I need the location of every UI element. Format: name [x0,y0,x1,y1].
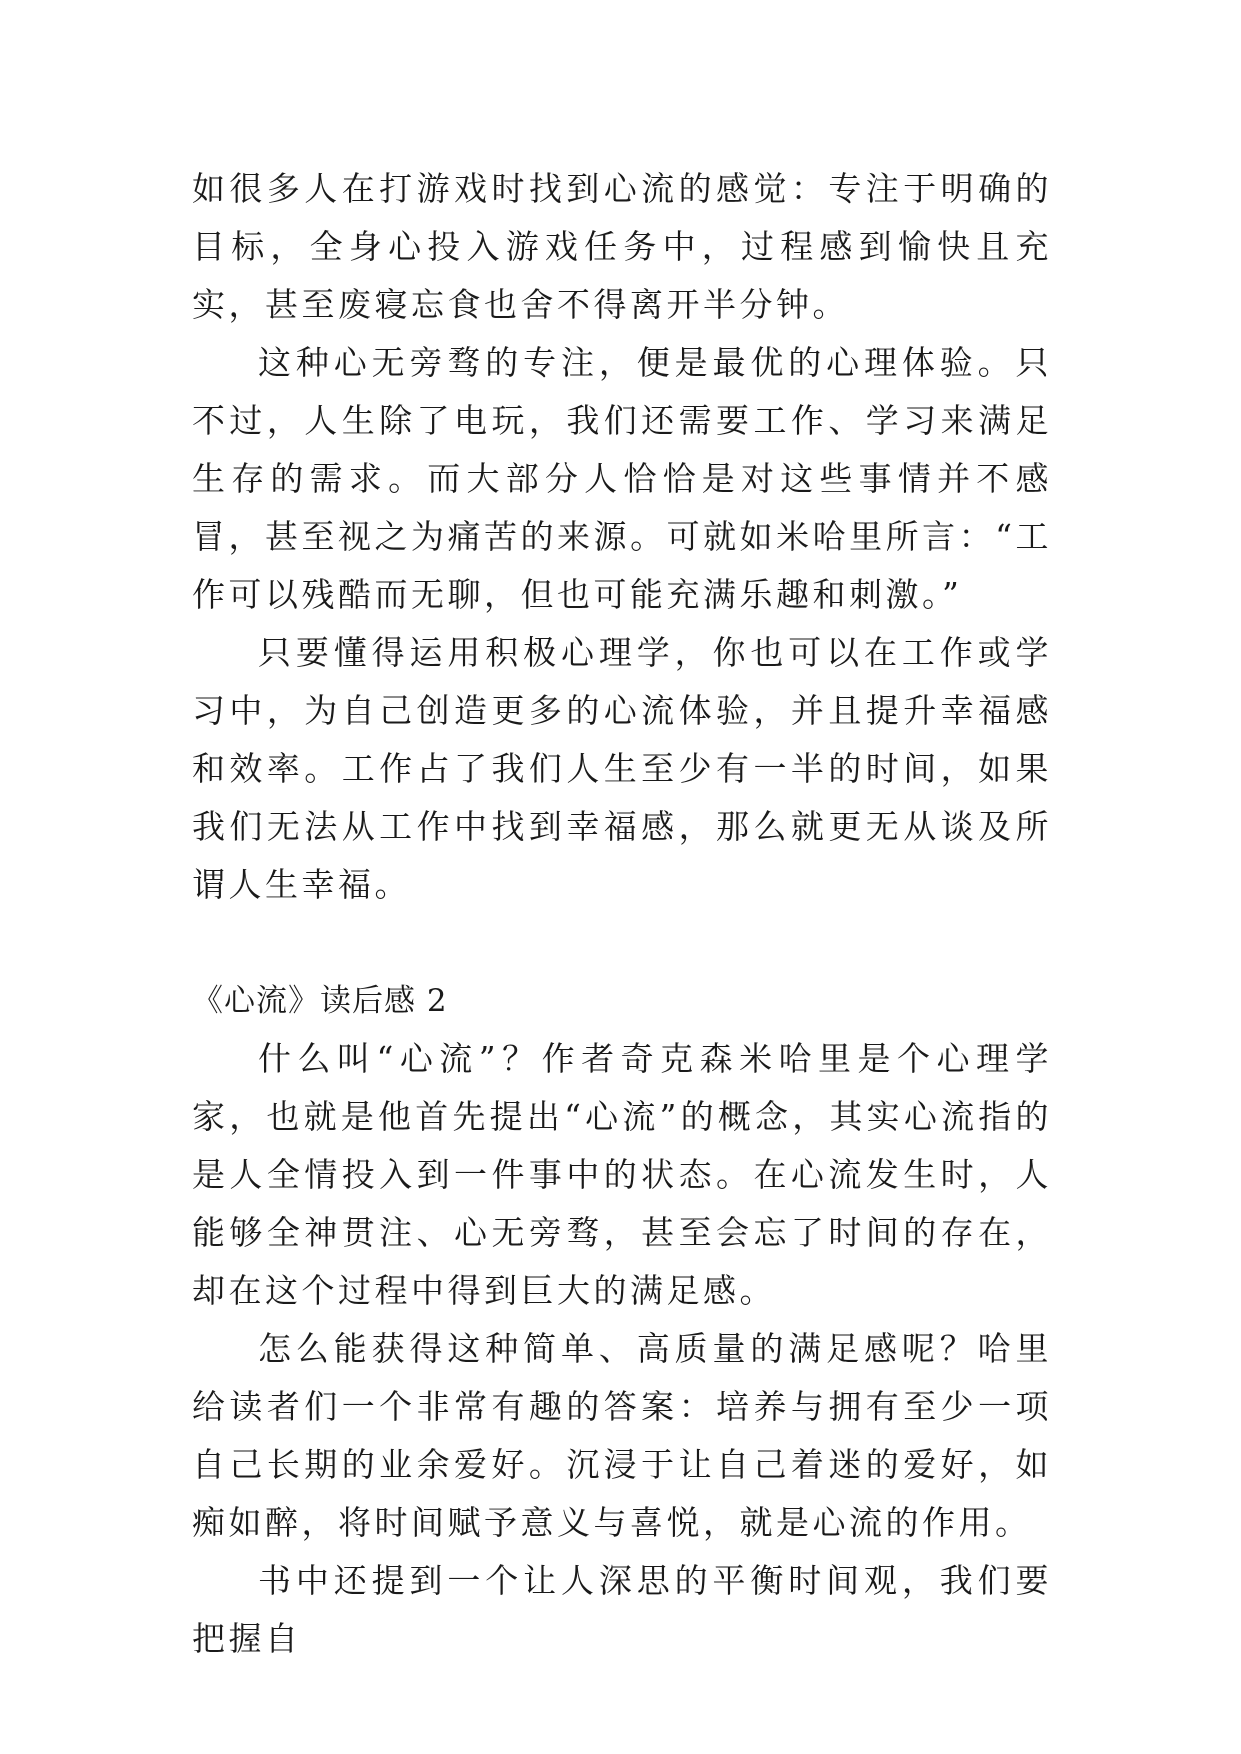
paragraph-balanced-time: 书中还提到一个让人深思的平衡时间观，我们要把握自 [192,1561,1052,1658]
paragraph-flow-gaming: 如很多人在打游戏时找到心流的感觉：专注于明确的目标，全身心投入游戏任务中，过程感到愉快且充实，甚至废寝忘食也舍不得离开半分钟。 [192,169,1052,324]
paragraph-optimal-experience: 这种心无旁骛的专注，便是最优的心理体验。只不过，人生除了电玩，我们还需要工作、学习来满足生存的需求。而大部分人恰恰是对这些事情并不感冒，甚至视之为痛苦的来源。可就如米哈里所言：“工作可以残酷而无聊，但也可能充满乐趣和刺激。” [192,343,1052,614]
section-spacer [192,914,1052,972]
paragraph-hobby-answer: 怎么能获得这种简单、高质量的满足感呢？哈里给读者们一个非常有趣的答案：培养与拥有至少一项自己长期的业余爱好。沉浸于让自己着迷的爱好，如痴如醉，将时间赋予意义与喜悦，就是心流的作用。 [192,1329,1052,1542]
paragraph-positive-psychology: 只要懂得运用积极心理学，你也可以在工作或学习中，为自己创造更多的心流体验，并且提升幸福感和效率。工作占了我们人生至少有一半的时间，如果我们无法从工作中找到幸福感，那么就更无从谈及所谓人生幸福。 [192,633,1052,904]
section-title: 《心流》读后感 2 [192,983,448,1019]
document-body [192,160,1052,1668]
paragraph-what-is-flow: 什么叫“心流”？作者奇克森米哈里是个心理学家，也就是他首先提出“心流”的概念，其实心流指的是人全情投入到一件事中的状态。在心流发生时，人能够全神贯注、心无旁骛，甚至会忘了时间的存在，却在这个过程中得到巨大的满足感。 [192,1039,1052,1310]
